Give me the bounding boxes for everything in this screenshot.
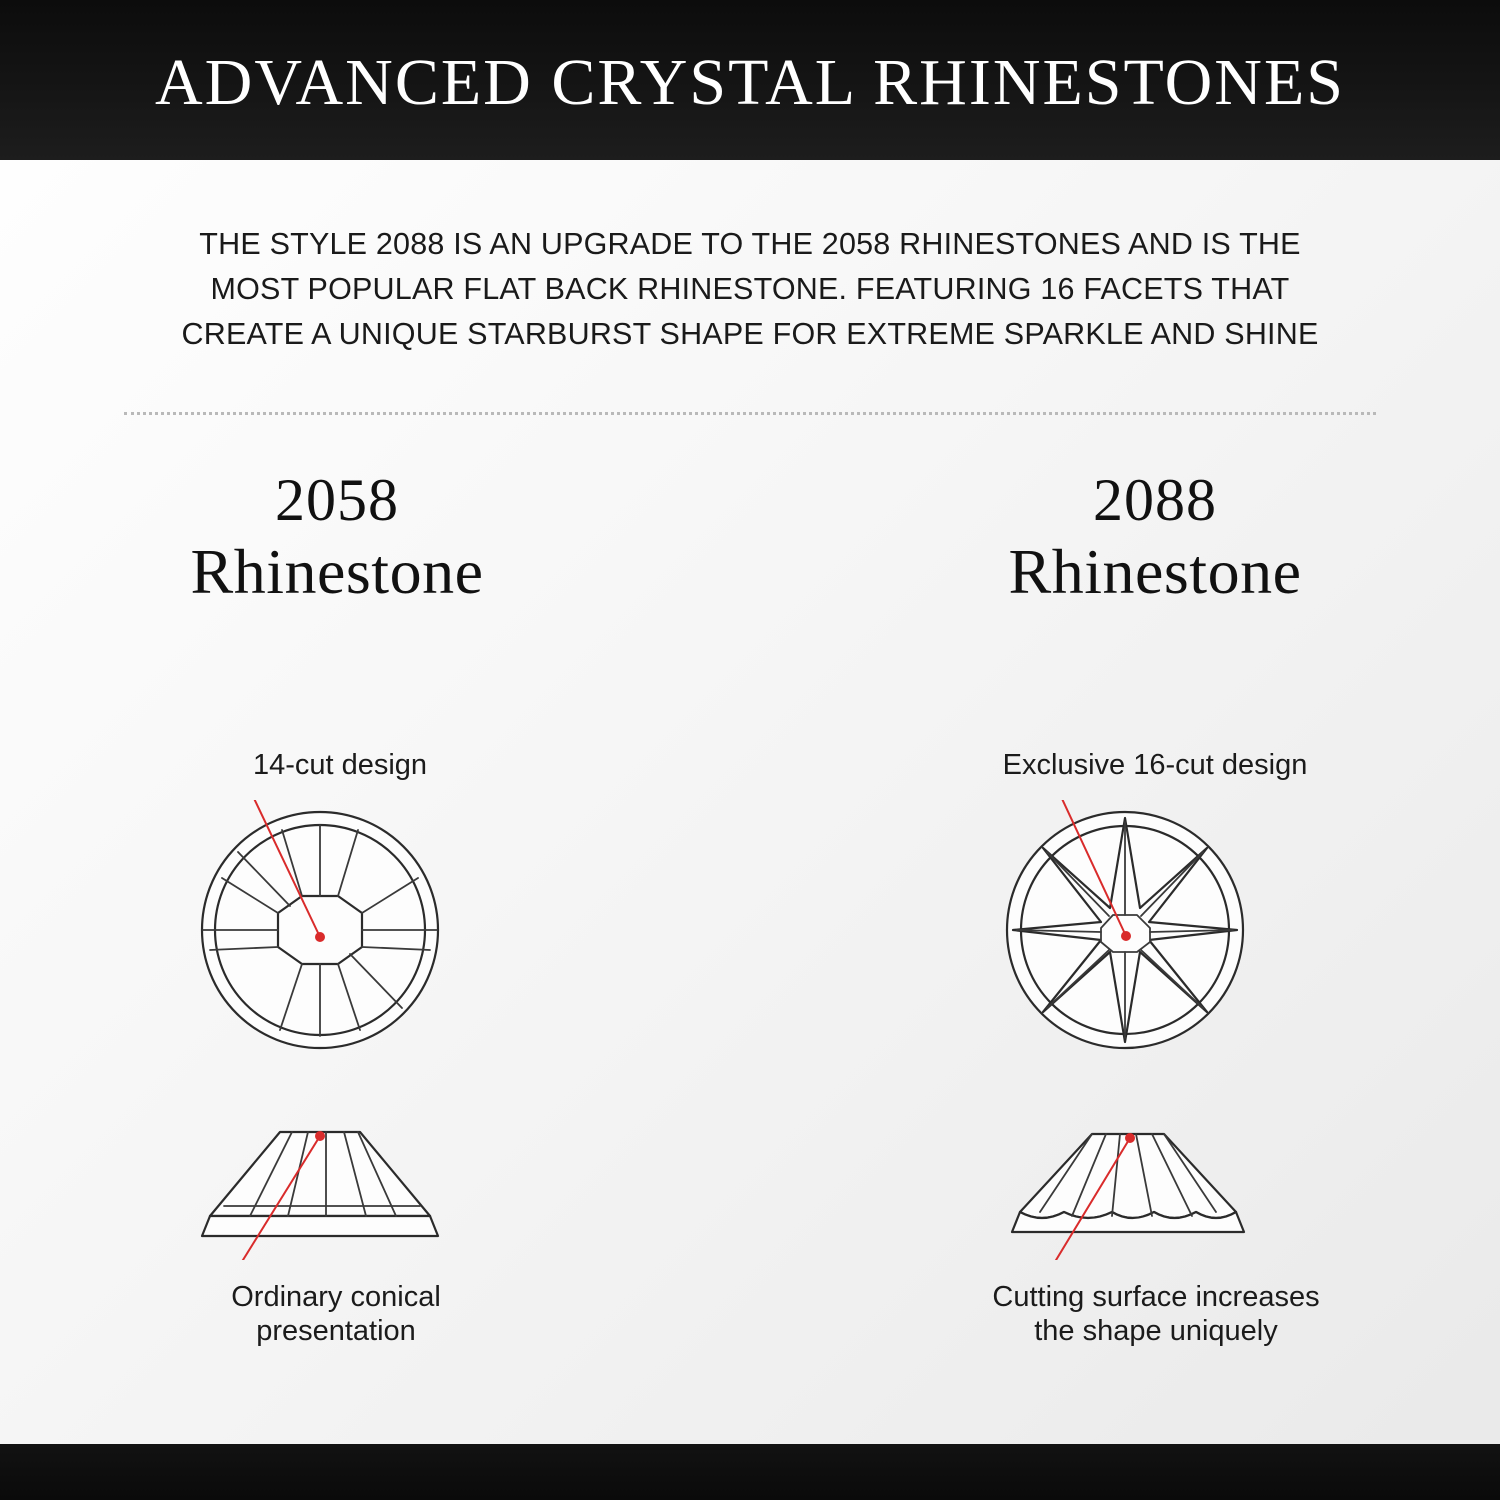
column-number-2058: 2058 bbox=[275, 467, 399, 533]
rhinestone-2058-side-view bbox=[180, 1120, 460, 1260]
caption-16-cut-design: Exclusive 16-cut design bbox=[1002, 749, 1308, 781]
rhinestone-2088-top-view bbox=[995, 800, 1255, 1060]
page-title: ADVANCED CRYSTAL RHINESTONES bbox=[155, 46, 1345, 119]
intro-line-2: MOST POPULAR FLAT BACK RHINESTONE. FEATURING 16 FACETS THAT bbox=[210, 271, 1290, 306]
intro-paragraph bbox=[120, 222, 1380, 356]
header-bar bbox=[0, 0, 1500, 160]
intro-line-1: THE STYLE 2088 IS AN UPGRADE TO THE 2058 RHINESTONES AND IS THE bbox=[199, 227, 1301, 261]
dotted-divider bbox=[124, 412, 1376, 418]
comparison-columns bbox=[0, 467, 1500, 1410]
intro-line-3: CREATE A UNIQUE STARBURST SHAPE FOR EXTREME SPARKLE AND SHINE bbox=[181, 316, 1319, 351]
rhinestone-2088-side-view bbox=[988, 1120, 1268, 1260]
caption-cutting-surface-line1: Cutting surface increases bbox=[992, 1281, 1320, 1313]
column-number-2088: 2088 bbox=[1093, 467, 1217, 533]
column-word-2088: Rhinestone bbox=[1008, 536, 1302, 608]
caption-ordinary-conical-line1: Ordinary conical bbox=[231, 1281, 441, 1313]
rhinestone-2058-top-view bbox=[190, 800, 450, 1060]
column-title-2088 bbox=[750, 467, 1500, 608]
column-word-2058: Rhinestone bbox=[190, 536, 484, 608]
column-2058 bbox=[0, 467, 750, 1410]
caption-cutting-surface bbox=[750, 1280, 1500, 1348]
caption-ordinary-conical bbox=[0, 1280, 750, 1348]
footer-bar bbox=[0, 1444, 1500, 1500]
caption-ordinary-conical-line2: presentation bbox=[256, 1315, 416, 1348]
column-title-2058 bbox=[0, 467, 750, 608]
column-2088 bbox=[750, 467, 1500, 1410]
caption-cutting-surface-line2: the shape uniquely bbox=[1034, 1315, 1278, 1348]
caption-14-cut-design: 14-cut design bbox=[252, 749, 428, 781]
